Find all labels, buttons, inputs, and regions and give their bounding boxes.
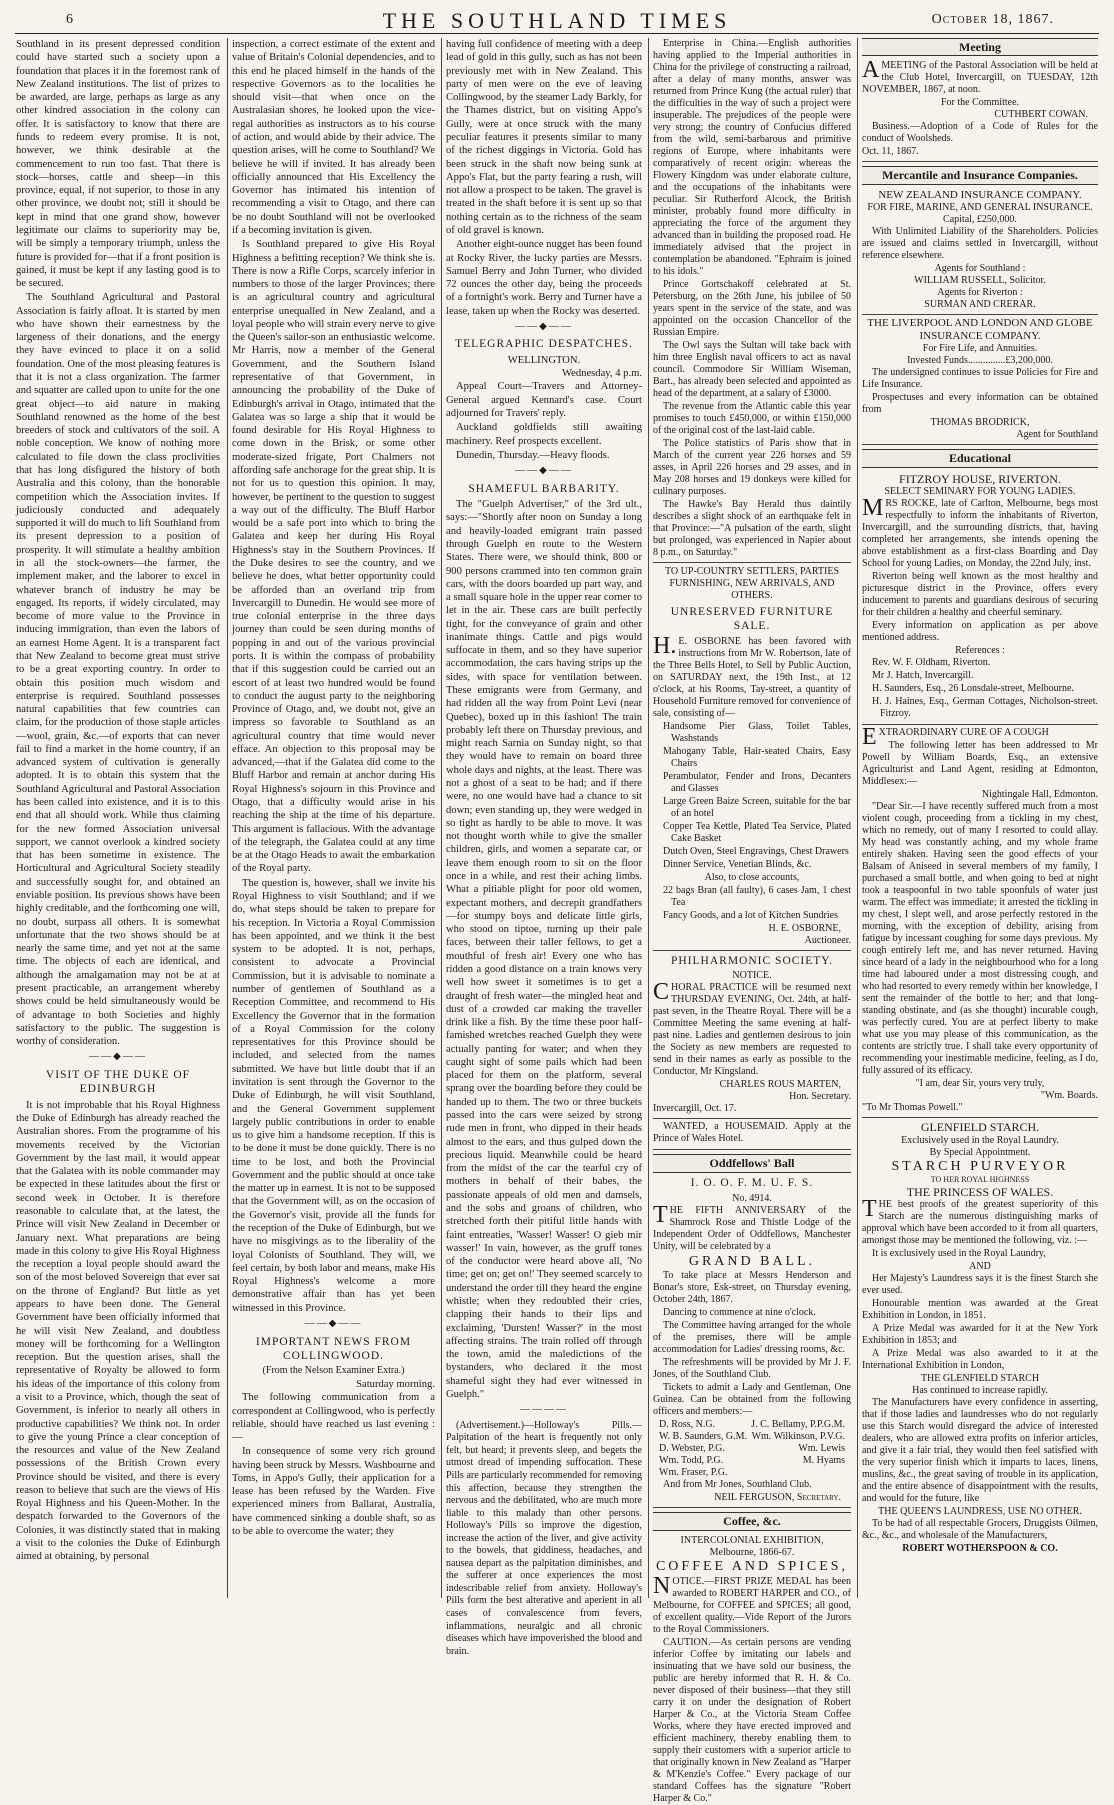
advert-text: MRS ROCKE, late of Carlton, Melbourne, begs most respectfully to inform the inhabitants of Riverton, Invercargill, and the surrounding districts, that, having completed her arrangements, she intends opening the above establishment as a first-class Boarding and Day School for young Ladies, on Monday, the 22nd July, inst. xyxy=(862,495,1098,570)
article-subheading: WELLINGTON. xyxy=(507,354,581,366)
advert-heading: UNRESERVED FURNITURE SALE. xyxy=(670,606,834,632)
advert-text: Honourable mention was awarded at the Great Exhibition in London, in 1851. xyxy=(862,1298,1098,1322)
member: D. Webster, P.G. xyxy=(659,1443,725,1455)
news-item: The Owl says the Sultan will take back with him three English naval officers to act as naval council. Commodore Sir William Wiseman, Bart., has already been selected and appointed as head of the department, at a salary of £3000. xyxy=(653,340,851,399)
advert-text: The undersigned continues to issue Policies for Fire and Life Insurance. xyxy=(862,367,1098,391)
news-item: The Police statistics of Paris show that in March of the current year 226 horses and 59 asses, in April 226 horses and 29 asses, and in May 208 horses and 19 donkeys were killed for culinary purposes. xyxy=(653,438,851,497)
list-item: Perambulator, Fender and Irons, Decanters and Glasses xyxy=(663,770,851,794)
advert-heading: I. O. O. F. M. U. F. S. xyxy=(690,1176,814,1189)
advert-display-line: COFFEE AND SPICES, xyxy=(655,1558,849,1574)
advert-subheading: SELECT SEMINARY FOR YOUNG LADIES. xyxy=(884,486,1076,498)
news-item: The Hawke's Bay Herald thus daintily describes a slight shock of an earthquake felt in that Province:—"A pulsation of the earth, slight but prolonged, was experienced in Napier about 8 p.m., on Saturday." xyxy=(653,499,851,558)
advert-text: By Special Appointment. xyxy=(929,1146,1031,1158)
advert-heading: PHILHARMONIC SOCIETY. xyxy=(671,954,833,967)
list-item: Mr J. Hatch, Invercargill. xyxy=(872,670,974,682)
advert-philharmonic xyxy=(653,955,851,1120)
advert-text: Invested Funds...............£3,200,000. xyxy=(907,355,1053,367)
list-item: Mahogany Table, Hair-seated Chairs, Easy Chairs xyxy=(663,745,851,769)
advert-text: To take place at Messrs Henderson and Bonar's store, Esk-street, on Thursday evening, October 24th, 1867. xyxy=(653,1270,851,1306)
column-4 xyxy=(653,38,851,1804)
advert-text: WILLIAM RUSSELL, Solicitor. xyxy=(914,274,1046,286)
advert-text: A Prize Medal was awarded for it at the New York Exhibition in 1853; and xyxy=(862,1323,1098,1347)
advert-date: Invercargill, Oct. 17. xyxy=(653,1103,737,1115)
column-5 xyxy=(862,38,1098,1600)
advert-heading: THE LIVERPOOL AND LONDON AND GLOBE INSURANCE COMPANY. xyxy=(867,316,1093,343)
divider-ornament: ——◆—— xyxy=(89,1051,147,1063)
advert-text: Her Majesty's Laundress says it is the finest Starch she ever used. xyxy=(862,1273,1098,1297)
advert-text: The following letter has been addressed to Mr Powell by William Boards, Esq., an extensive Agriculturist and Land Agent, residing at Edmonton, Middlesex:— xyxy=(862,740,1098,788)
advert-text: Exclusively used in the Royal Laundry. xyxy=(901,1134,1059,1146)
advert-text: The Committee having arranged for the whole of the premises, there will be ample accommodation for Ladies' dressing rooms, &c. xyxy=(653,1320,851,1356)
section-band: Meeting xyxy=(862,38,1098,56)
advert-text: AND xyxy=(969,1261,991,1273)
section-band: Educational xyxy=(862,449,1098,467)
advert-coffee xyxy=(653,1535,851,1805)
article-text: It is not improbable that his Royal Highness the Duke of Edinburgh has already reached the Australian shores. From the programme of his movements received by the Victorian Government by the last mail, it would appear that the Galatea with its noble commander may be expected in these latitudes about the first or second week in October. It is therefore reasonable to calculate that, at the latest, the Prince will visit New Zealand in December or January next. What preparations are being made in this colony to give His Royal Highness the reception a loyal people should award the son of the most beloved Sovereign that ever sat on the throne of England? But little as yet appears to have been done. The General Government have been officially informed that he will visit New Zealand, and doubtless money will be forthcoming for a Wellington reception. But the question arises, shall the representative of Royalty be allowed to form his ideas of the importance of this colony from a visit to a Province, which, though the seat of Government, is inferior to nearly all others in productive capabilities? We think not. In order to give the young Prince a clear conception of the resources and value of the New Zealand possessions of the British Crown every Province should be visited, and there is every reason to believe that such are the views of His Royal Highness and his Queen-Mother. In the despatch forwarded to the Governors of the Colonies, it was distinctly stated that in making a visit to the colonies the Duke of Edinburgh aimed at obtaining, by personal xyxy=(16,1099,220,1563)
advert-signature: THOMAS BRODRICK, xyxy=(930,417,1030,429)
advert-heading: EXTRAORDINARY CURE OF A COUGH xyxy=(862,724,1049,751)
members-row xyxy=(653,1467,851,1479)
article-heading: IMPORTANT NEWS FROM COLLINGWOOD. xyxy=(255,1335,412,1362)
article-text: The Southland Agricultural and Pastoral Association is fairly afloat. It is started by men who have shown their earnestness by the largeness of their donations, and the energy they have evinced to place it on a solid foundation. One of the most pleasing features is that it is not a class organization. The farmer and squatter are called upon to unite for the one great object—to aid nature in making Southland renowned as the home of the best breeders of stock and cultivators of the soil. A noble conception. We know of nothing more calculated to file down the class proclivities that has long disfigured the history of both Australia and this colony, than the honorable competition which the Association invites. If judiciously conducted and adequately supported it will do much to lift Southland from its present depression to a position of prosperity. It will stimulate a healthy ambition in all the stock-owners—the farmer, the implement maker, and the laborer to excel in whatever branch of industry he may be engaged. Its reports, if widely circulated, may become of more value to the Province in inducing immigration, than even the labors of an earnest Home Agent. It is a transparent fact that New Zealand to become great must strive to be a great exporting country. In order to obtain this position much wisdom and enterprise is required. Southland possesses natural capabilities that few countries can claim, for the production of those staple articles—wool, grain, &c.—of exports that can never fail to find a market in the home country, if an advanced system of cultivation is generally adopted. It is to obtain this system that the Southland Agricultural and Pastoral Association has been called into existence, and it is to this end that all should work. While thus claiming for the new formed Association universal support, we cannot overlook a kindred society that has been sometime in existence. The Horticultural and Agricultural Society steadily and successfully sought for, and obtained an enviable position. Its previous shows have been highly creditable, and the forthcoming one will, no doubt, surpass all others. It is somewhat unfortunate that the two shows should be at nearly the same time, and yet not at the same time. The objects of each are identical, and although the amalgamation may not be at at present practicable, an arrangement whereby shows could be held simultaneously would be of advantage to both Societies and highly satisfactory to the public. The suggestion is worthy of consideration. xyxy=(16,292,220,1048)
advert-glenfield-starch xyxy=(862,1120,1098,1555)
advert-display-line: GRAND BALL. xyxy=(688,1253,816,1269)
advert-text: Prospectuses and every information can be obtained from xyxy=(862,392,1098,416)
advert-text: A Prize Medal was also awarded to it at the International Exhibition in London, xyxy=(862,1348,1098,1372)
advert-text: Agents for Southland : xyxy=(934,262,1026,274)
section-band: Mercantile and Insurance Companies. xyxy=(862,166,1098,184)
article-heading: TELEGRAPHIC DESPATCHES. xyxy=(455,338,633,351)
advert-heading: INTERCOLONIAL EXHIBITION, xyxy=(680,1534,824,1546)
divider-ornament: ——◆—— xyxy=(515,320,573,332)
advert-display-line: STARCH PURVEYOR xyxy=(891,1158,1069,1174)
members-row xyxy=(653,1455,851,1467)
article-text: Dunedin, Thursday.—Heavy floods. xyxy=(456,449,610,461)
advertisement-text: (Advertisement.)—Holloway's Pills.—Palpitation of the heart is frequently not only felt, but heard; it prevents sleep, and begets the utmost dread of impending suffocation. These Pills are particularly recommended for removing this affection, because they strengthen the nervous and the debilitated, who are much more liable to this malady than other persons. Holloway's Pills so improve the digestion, increase the action of the liver, and give activity to the bowels, that giddiness, headaches, and nausea depart as the palpitation diminishes, and the sufferer at once experiences the most indescribable relief from anxiety. Holloway's Pills form the best alterative and aperient in all cases of convalescence from fevers, inflammations, neuralgic and all chronic diseases which have impoverished the blood and brain. xyxy=(446,1419,642,1657)
advert-text: AMEETING of the Pastoral Association will be held at the Club Hotel, Invercargill, on TUESDAY, 12th NOVEMBER, 1867, at noon. xyxy=(862,57,1098,96)
advert-text: Riverton being well known as the most healthy and picturesque district in the Province, offers every inducement to parents and guardians desirous of securing for their children a healthy and cheerful seminary. xyxy=(862,571,1098,619)
advert-text: And from Mr Jones, Southland Club. xyxy=(663,1479,812,1491)
list-item: Dinner Service, Venetian Blinds, &c. xyxy=(663,858,812,870)
advert-signature: CHARLES ROUS MARTEN, xyxy=(719,1079,841,1091)
advert-text: With Unlimited Liability of the Shareholders. Policies are issued and claims settled in Invercargill, without reference elsewhere. xyxy=(862,225,1098,261)
divider-ornament: ——◆—— xyxy=(515,465,573,477)
advert-role: Hon. Secretary. xyxy=(789,1091,851,1103)
advert-text: Capital, £250,000. xyxy=(943,213,1017,225)
advert-signature: CUTHBERT COWAN. xyxy=(994,109,1088,121)
advert-oddfellows xyxy=(653,1177,851,1509)
list-item: Handsome Pier Glass, Toilet Tables, Washstands xyxy=(663,720,851,744)
member: W. B. Saunders, G.M. xyxy=(659,1431,747,1443)
advert-text: Every information on application as per above mentioned address. xyxy=(862,620,1098,644)
article-text: Another eight-ounce nugget has been found at Rocky River, the lucky parties are Messrs. Samuel Berry and John Turner, who divided 72 ounces the other day, being the proceeds of a fortnight's work. Berry and Turner have a lease, taken up when the Rocky was deserted. xyxy=(446,239,642,317)
advert-cough-cure xyxy=(862,724,1098,1118)
advert-subheading: For Fire Life, and Annuities. xyxy=(922,343,1038,355)
article-dateline: Saturday morning. xyxy=(356,1378,435,1390)
advert-nz-insurance xyxy=(862,189,1098,315)
advert-text: Tickets to admit a Lady and Gentleman, One Guinea. Can be obtained from the following officers and members:— xyxy=(653,1382,851,1418)
article-heading: VISIT OF THE DUKE OF EDINBURGH xyxy=(45,1068,191,1096)
advert-subheading: THE PRINCESS OF WALES. xyxy=(906,1184,1054,1199)
article-text: The following communication from a correspondent at Collingwood, who is perfectly reliable, should have reached us last evening :— xyxy=(232,1392,435,1444)
advert-furniture-sale xyxy=(653,562,851,951)
newspaper-title: THE SOUTHLAND TIMES xyxy=(382,8,732,33)
list-item: Dutch Oven, Steel Engravings, Chest Drawers xyxy=(663,845,849,857)
advert-text: Business.—Adoption of a Code of Rules for the conduct of Woolsheds. xyxy=(862,121,1098,145)
members-row xyxy=(653,1419,851,1431)
advert-subheading: THE GLENFIELD STARCH xyxy=(920,1373,1040,1385)
advert-text: SURMAN AND CRERAR. xyxy=(924,298,1036,310)
member: Wm. Fraser, P.G. xyxy=(659,1467,728,1479)
article-text: In consequence of some very rich ground having been struck by Messrs. Washbourne and Toms, in Appo's Gully, their application for a lease has been refused by the Warden. Five experienced miners from Ballarat, Australia, have commenced sinking a double shaft, so as to be able to overcome the water; they xyxy=(232,1446,435,1538)
advert-signature: H. E. OSBORNE, xyxy=(768,922,841,934)
advert-text: TO HER ROYAL HIGHNESS xyxy=(930,1175,1030,1185)
advert-subheading: NOTICE. xyxy=(732,970,772,982)
advert-text: Dancing to commence at nine o'clock. xyxy=(663,1307,816,1319)
advert-text: "I am, dear Sir, yours very truly, xyxy=(915,1078,1045,1090)
header-rule xyxy=(15,33,1099,34)
divider-ornament: ——◆—— xyxy=(304,1318,363,1329)
advert-text: "To Mr Thomas Powell." xyxy=(862,1102,963,1114)
advert-heading: TO UP-COUNTRY SETTLERS, PARTIES FURNISHING, NEW ARRIVALS, AND OTHERS. xyxy=(664,566,840,601)
masthead-bar xyxy=(0,6,1114,34)
list-item: 22 bags Bran (all faulty), 6 cases Jam, 1 chest Tea xyxy=(663,884,851,908)
advert-liverpool-insurance xyxy=(862,317,1098,445)
article-source: (From the Nelson Examiner Extra.) xyxy=(262,1365,405,1377)
members-row xyxy=(653,1431,851,1443)
advert-text: NOTICE.—FIRST PRIZE MEDAL has been awarded to ROBERT HARPER and CO., of Melbourne, for COFFEE and SPICES; all good, of excellent quality.—Vide Report of the Jurors to the Royal Commissioners. xyxy=(653,1572,851,1635)
advert-role: Auctioneer. xyxy=(804,934,851,946)
article-text: Appeal Court—Travers and Attorney-General argued Kennard's case. Court adjourned for Travers' reply. xyxy=(446,381,642,419)
advert-heading: NEW ZEALAND INSURANCE COMPANY. xyxy=(878,188,1082,201)
members-row xyxy=(653,1443,851,1455)
advert-text: The refreshments will be provided by Mr J. F. Jones, of the Southland Club. xyxy=(653,1357,851,1381)
advert-role: Agent for Southland xyxy=(1016,429,1098,441)
advert-text: Has continued to increase rapidly. xyxy=(912,1385,1048,1397)
divider-ornament: ———— xyxy=(520,1404,568,1416)
advert-signature: NEIL FERGUSON, Secretary. xyxy=(714,1492,841,1504)
advert-text: It is exclusively used in the Royal Laundry, xyxy=(872,1248,1046,1260)
column-2 xyxy=(232,38,435,1600)
advert-text: For the Committee. xyxy=(940,97,1020,109)
member: Wm. Wilkinson, P.V.G. xyxy=(751,1431,845,1443)
list-item: Copper Tea Kettle, Plated Tea Service, Plated Cake Basket xyxy=(663,820,851,844)
advert-subheading: No. 4914. xyxy=(732,1192,772,1204)
advert-signature: "Wm. Boards. xyxy=(1040,1090,1098,1102)
list-item: Large Green Baize Screen, suitable for the bar of an hotel xyxy=(663,795,851,819)
advert-subheading: Melbourne, 1866-67. xyxy=(709,1546,795,1558)
member: Wm. Lewis xyxy=(798,1443,845,1455)
article-dateline: Wednesday, 4 p.m. xyxy=(562,368,642,380)
advert-text: References : xyxy=(955,645,1005,657)
column-divider xyxy=(648,38,649,1598)
news-item: Prince Gortschakoff celebrated at St. Petersburg, on the 26th June, his jubilee of 50 years spent in the service of the state, and was appointed on the occasion Chancellor of the Russian Empire. xyxy=(653,279,851,338)
list-item: Fancy Goods, and a lot of Kitchen Sundries xyxy=(663,909,838,921)
article-text: having full confidence of meeting with a deep lead of gold in this gully, such as has not been previously met with in New Zealand. This party of men were on the eve of leaving Collingwood, by the steamer Lady Barkly, for the Thames district, but on visiting Appo's Gully, were at once struck with the many peculiar features it presents similar to many of the richest diggings in Victoria. Gold has been struck in the shaft now being sunk at Appo's Flat, but the party fearing a rush, will not allow a prospect to be taken. The gravel is treated in the shaft before it is sent up so that nothing certain as to the richness of the seam of old gravel is known. xyxy=(446,39,642,236)
section-band: Coffee, &c. xyxy=(653,1512,851,1530)
news-item: The revenue from the Atlantic cable this year promises to touch £450,000, or within £150,000 of the original cost of the last-laid cable. xyxy=(653,401,851,436)
advert-text: THE FIFTH ANNIVERSARY of the Shamrock Rose and Thistle Lodge of the Independent Order of Oddfellows, Manchester Unity, will be celebrated by a xyxy=(653,1201,851,1252)
section-band: Oddfellows' Ball xyxy=(653,1154,851,1172)
issue-date: October 18, 1867. xyxy=(931,12,1054,27)
advert-wanted xyxy=(653,1121,851,1150)
advert-subheading: THE QUEEN'S LAUNDRESS, USE NO OTHER. xyxy=(878,1506,1082,1518)
advert-text: The Manufacturers have every confidence in asserting, that if those ladies and laundresses who do not regularly use this Starch would disregard the advice of interested dealers, who are allowed extra profits on inferior articles, and give it a fair trial, they would then feel satisfied with the very superior finish which it imparts to laces, linens, muslins, &c., the great saving of trouble in its application, and the entire absence of disappointment with the results, and would for the future, like xyxy=(862,1397,1098,1505)
article-text: inspection, a correct estimate of the extent and value of Britain's Colonial dependencies, and to this end he placed himself in the hands of the respective Governors as to the localities he should visit—that when once on the Australasian shores, he looked upon the vice-regal authorities as instructors as to his course of action, and would abide by their advice. The question arises, will he come to Southland? We believe he will if invited. It has already been officially announced that His Excellency the Governor has intimated his intention of recommending a visit to Otago, and there can be no doubt Southland will not be overlooked if a becoming invitation is given. xyxy=(232,39,435,236)
sale-items-list xyxy=(653,721,851,922)
column-divider xyxy=(857,38,858,1598)
member: D. Ross, N.G. xyxy=(659,1419,716,1431)
article-text: Auckland goldfields still awaiting machinery. Reef prospects excellent. xyxy=(446,422,642,447)
article-text: The "Guelph Advertiser," of the 3rd ult., says:—"Shortly after noon on Sunday a long and heavily-loaded emigrant train passed through Guelph en route to the Western States. There were, we should think, 800 or 900 persons crammed into ten common grain cars, with the doors boarded up part way, and a small square hole in the upper rear corner to let in the air. These cars are built perfectly tight, for the conveyance of grain and other inanimate things. Cattle and pigs would suffocate in them, and so they have superior accommodation, the cars having strips up the sides, with space for ventilation between. These emigrants were from Germany, and had ridden all the way from Point Levi (near Quebec), boxed up in this fashion! The train probably left there on Thursday previous, and might reach Sarnia on Sunday night, so that they would have to remain on board three whole days and nights, at the least. There was not a ghost of a seat to be had; and if there were, no one would have had a chance to sit down; even standing up, they were wedged in so tight as hardly to be able to move. It was not thought worth while to give the smaller children, girls, and women a separate car, or leave them enough room to sit on the floor once in a while, and rest their aching limbs. What a pitiable plight for poor old women, expectant mothers, and decrepit grandfathers—for stumpy boys and delicate little girls, who stood on tiptoe, turning up their pale faces, between their taller fellows, to get a mouthful of fresh air! Every one who has ridden a good distance on a train knows very well how sweet it sometimes is to get a draught of fresh water—the mingled heat and dust of a crowded car making the traveller drink like a fish. By the time these poor half-famished wretches reached Guelph they were actually panting for water; and when they caught sight of some pails which had been placed for them on the platform, several sprang over the boarding before they could be handed up to them. The two or three buckets passed into the cars were seized by strong rude men in front, who dipped in their heads almost to the ears, and thus gulped down the precious liquid. Meanwhile could be heard from the midst of the car the tearful cry of mothers in behalf of their babes, the passionate appeals of old men and damsels, and the sobs and groans of children, who stretched forth their pitiful little hands with faint entreaties, 'Wasser! Wasser! O gieb mir wasser!' In vain, however, as the gruff tones of the conductor were heard above all, 'No time; get on; get on!' They seemed scarcely to understand the order till they heard the engine whistle; when they redoubled their cries, clapping their hands to their lips and exclaiming, 'Dursten! Wasser?' in the most affecting strains. The train rolled off through the town, amid the maledictions of the bystanders, who declared it the most shameful sight they had ever witnessed in Guelph." xyxy=(446,499,642,1400)
advert-text: "Dear Sir.—I have recently suffered much from a most violent cough, proceeding from a tickling in my chest, which no remedy, out of many I resorted to could allay. My head was constantly aching, and my whole frame entirely shaken. Having seen the good effects of your Balsam of Aniseed in several members of my family, I purchased a small bottle, and when going to bed at night took a teaspoonful in two table spoonfuls of water just warm. The effect was immediate; it arrested the tickling in my chest, I slept well, and arose perfectly restored in the morning, with the exception of debility, arising from fatigue by incessant coughing for some days previous. My cough entirely left me, and has never returned. Having since heard of a lady in the neighbourhood who for a long time had laboured under a most distressing cough, and who had resorted to every remedy within her knowledge, I sent the remainder of the bottle to her; and that long-standing obstinate, and (as she thought) incurable cough, was perfectly cured. You are at perfect liberty to make what use you may please of this communication, as the contents are strictly true. I shall take every opportunity of recommending your inestimable medicine, feeling, as I do, fully assured of its efficacy. xyxy=(862,801,1098,1077)
advert-heading: GLENFIELD STARCH. xyxy=(920,1120,1040,1135)
column-3 xyxy=(446,38,642,1657)
article-text: Southland in its present depressed condition could have started such a society upon a foundation that places it in the foremost rank of New Zealand institutions. The list of prizes to be awarded, are large, perhaps as large as any other kindred association in the colony can offer. It is satisfactory to know that there are funds to redeem every promise. It is not, however, we think desirable at the commencement to run too fast. That there is stock—horses, cattle and sheep—in this province, equal, if not superior, to those in any other province, we doubt not; still it should be kept in mind that one grand show, however legitimate our claims to superiority may be, will be simply a temporary triumph, unless the future is provided for—that if a front position is gained, it must be kept if any lasting good is to be secured. xyxy=(16,39,220,290)
list-item: Rev. W. F. Oldham, Riverton. xyxy=(872,657,991,669)
column-divider xyxy=(227,38,228,1598)
advert-text: H.E. OSBORNE has been favored with instructions from Mr W. Robertson, late of the Three Bells Hotel, to Sell by Public Auction, on SATURDAY next, the 19th Inst., at 12 o'clock, at his Rooms, Tay-street, a quantity of Household Furniture removed for convenience of sale, consisting of— xyxy=(653,632,851,719)
article-heading: SHAMEFUL BARBARITY. xyxy=(468,482,620,495)
list-item: H. J. Haines, Esq., German Cottages, Nicholson-street. Fitzroy. xyxy=(872,696,1098,720)
column-divider xyxy=(441,38,442,1598)
list-item: H. Saunders, Esq., 26 Lonsdale-street, Melbourne. xyxy=(872,683,1074,695)
member: M. Hyams xyxy=(802,1455,845,1467)
advert-signature: ROBERT WOTHERSPOON & CO. xyxy=(902,1543,1058,1555)
advert-text: WANTED, a HOUSEMAID. Apply at the Prince of Wales Hotel. xyxy=(653,1121,851,1145)
member: Wm. Todd, P.G. xyxy=(659,1455,724,1467)
advert-text: To be had of all respectable Grocers, Druggists Oilmen, &c., &c., and wholesale of the Manufacturers, xyxy=(862,1518,1098,1542)
advert-subheading: FOR FIRE, MARINE, AND GENERAL INSURANCE. xyxy=(867,201,1093,213)
article-text: The question is, however, shall we invite his Royal Highness to visit Southland; and if we do, what steps should be taken to prepare for his reception. In Victoria a Royal Commission has been appointed, and we think it the best system to be adopted. It is not, perhaps, consistent to advocate a Provincial Commission, but it is advisable to nominate a number of gentlemen of Southland as a Reception Committee, and recommend to His Excellency the Governor that in the formation of a Royal Commission for the colony representatives for this Province should be included, and selected from the names submitted. We have but little doubt that if an invitation is sent through the Governor to the Duke of Edinburgh, he will visit Southland, and the General Government supplement largely public contributions in order to enable us to give him a handsome reception. If this is to be done it must be done quickly. There is no time to be lost, and both the Provincial Government and the public should at once take the matter up in earnest. It is not to be supposed that the Government will, as on the occasion of the Governor's visit, provide all the funds for the reception of the Duke of Edinburgh, but we have no misgivings as to the liberality of the loyal Colonists of Southland. They will, we feel certain, by both labor and means, make His Royal Highness's welcome a more demonstrative affair than has yet been witnessed in this Province. xyxy=(232,877,435,1314)
advert-text: CHORAL PRACTICE will be resumed next THURSDAY EVENING, Oct. 24th, at half-past seven, in the Theatre Royal. There will be a Committee Meeting the same evening at half-past nine. Ladies and gentlemen desirous to join the Society as new members are requested to send in their names as early as possible to the Conductor, Mr Kingsland. xyxy=(653,979,851,1078)
member: J. C. Bellamy, P.P.G.M. xyxy=(751,1419,845,1431)
advert-meeting xyxy=(862,57,1098,162)
list-item: Also, to close accounts, xyxy=(704,871,800,883)
column-1 xyxy=(16,38,220,1600)
advert-fitzroy-house xyxy=(862,472,1098,725)
advert-text: Agents for Riverton : xyxy=(937,286,1023,298)
advert-date: Oct. 11, 1867. xyxy=(862,146,919,158)
advert-heading: FITZROY HOUSE, RIVERTON. xyxy=(899,471,1061,486)
advert-text: CAUTION.—As certain persons are vending inferior Coffee by imitating our labels and insinuating that we have sold our business, the public are hereby informed that R. H. & Co. never disposed of their business—that they still carry it on under the designation of Robert Harper & Co., at the Victoria Steam Coffee Works, where they have erected improved and efficient machinery, thereby enabling them to supply their customers with a superior article to that originally known in New Zealand as "Harper & M'Kenzie's Coffee." Every package of our standard Coffees has the signature "Robert Harper & Co." xyxy=(653,1636,851,1804)
page-number: 6 xyxy=(66,12,73,27)
article-text: Is Southland prepared to give His Royal Highness a befitting reception? We think she is. There is now a Rifle Corps, scarcely inferior in numbers to those of the larger Provinces; there is an agricultural country and agricultural enterprise unequalled in New Zealand, and a loyal people who will strain every nerve to give the Queen's sailor-son an enthusiastic welcome. Mr Harris, now a member of the General Government, and the Southern Island representative of that Government, in announcing the probability of the Duke of Edinburgh's arrival in Otago, intimated that the Galatea was so large a ship that it would be found desirable for His Royal Highness to come down in the Brisk, or some other moderate-sized frigate, Port Chalmers not affording safe anchorage for the great ship. It is not for us to question this opinion. It may, however, be pertinent to the question to suggest a way out of the difficulty. The Bluff Harbor would be a safe port into which to bring the Galatea and keep her during His Royal Highness's stay in the Southern Provinces. If the Duke desires to see the country, and we believe he does, what better opportunity could be afforded than an overland trip from Invercargill to Dunedin. He would see more of true colonial enterprise in the three days journey than could be seen during months of popping in and out of the various provincial ports. It is within the compass of probability that if this suggestion could be carried out an escort of at least two hundred would be found to conduct the august party to the neighboring Province of Otago, and, we doubt not, give an impress so favorable to Southland as an agricultural country that time would never efface. An objection to this proposal may be advanced,—that if the Galatea did come to the Bluff Harbor and remain at anchor during His Royal Highness's sojourn in this Province and Otago, that a difficulty would arise in his reaching the ship at the time of his departure. This argument is fallacious. With the advantage of the telegraph, the Galatea could at any time be at the Otago Heads to await the embarkation of the Royal party. xyxy=(232,239,435,875)
advert-text: Nightingale Hall, Edmonton. xyxy=(981,789,1098,801)
advert-text: THE best proofs of the greatest superiority of this Starch are the numerous distinguishing marks of approval which have been accorded to it from all quarters, amongst those may be mentioned the following, viz. :— xyxy=(862,1196,1098,1247)
news-item: Enterprise in China.—English authorities having applied to the Imperial authorities in China for the privilege of constructing a railroad, after a delay of many months, answer was returned from Prince Kung (the actual ruler) that the difficulties in the way of such a project were insuperable. The prejudices of the people were very strong; the country of Confucius differed from the wild, semi-barbarous and primitive regions of Europe, where inhabitants were comparatively of recent origin: whereas the Flowery Kingdom was under elaborate culture, and the occupations of the inhabitants were peculiar. Sir Rutherford Alcock, the British minister, probably found more difficulty in appreciating the force of the argument they advanced than in building the proposed road. He immediately advised that the project in contemplation be abandoned. "Ephraim is joined to his idols." xyxy=(653,38,851,277)
